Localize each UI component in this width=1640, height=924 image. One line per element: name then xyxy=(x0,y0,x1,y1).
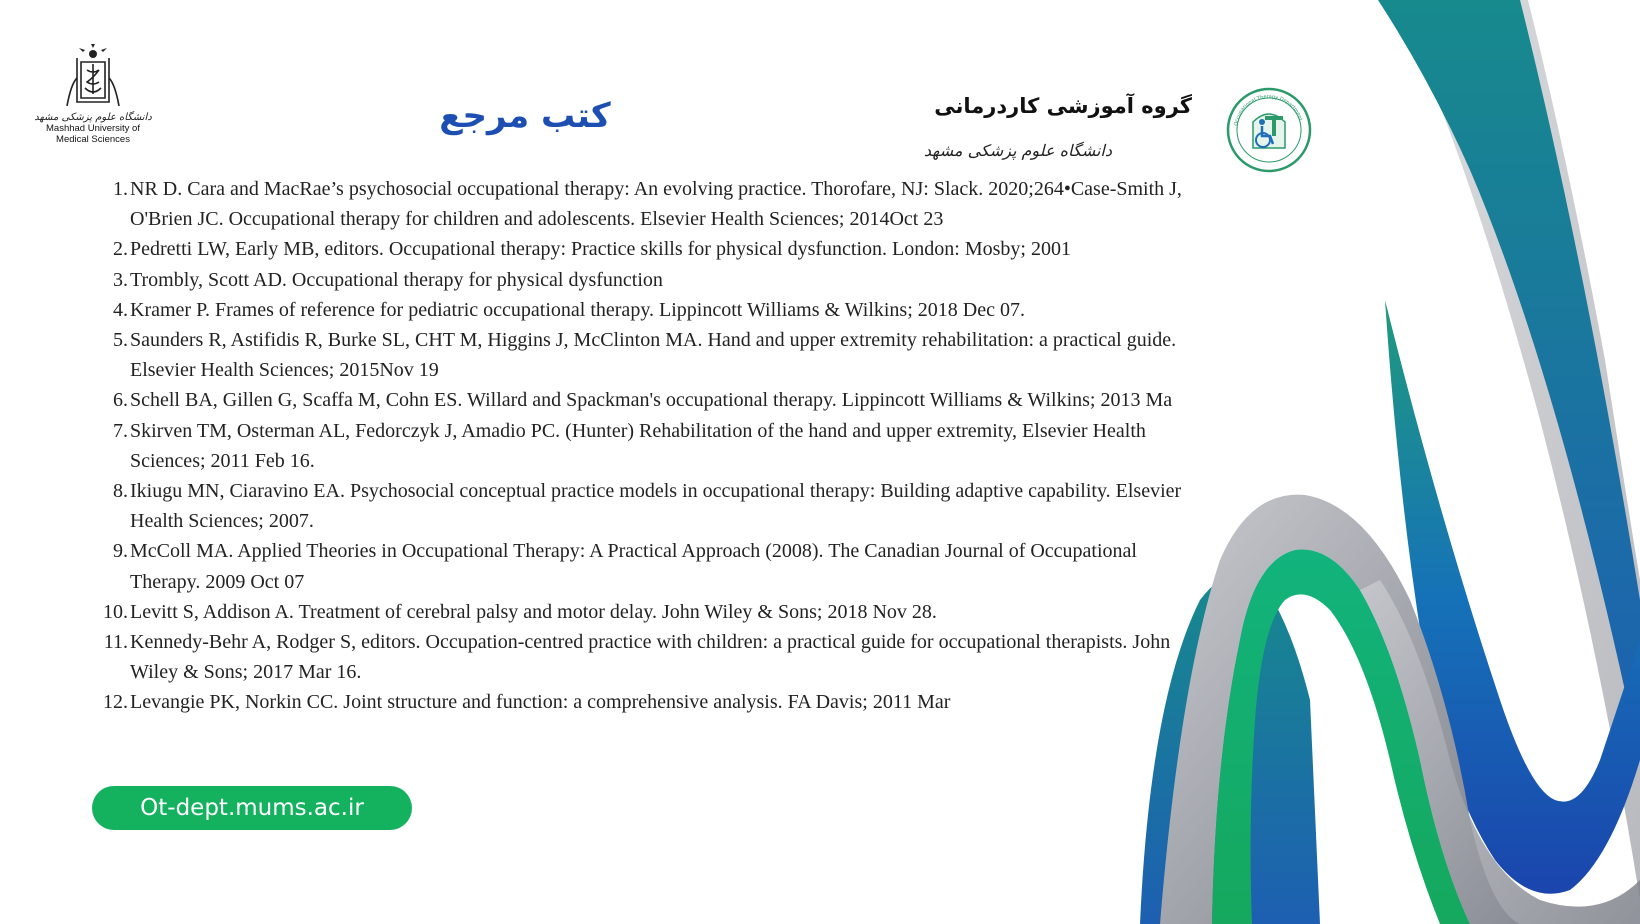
reference-text: Schell BA, Gillen G, Scaffa M, Cohn ES. Willard and Spackman's occupational therapy. Lippincott Williams & Wilkins; 2013 Ma xyxy=(130,389,1173,412)
reference-text: Skirven TM, Osterman AL, Fedorczyk J, Amadio PC. (Hunter) Rehabilitation of the hand and upper extremity, Elsevier Health Sciences; 2011 Feb 16. xyxy=(130,419,1146,472)
reference-text: Levangie PK, Norkin CC. Joint structure and function: a comprehensive analysis. FA Davis; 2011 Mar xyxy=(130,691,951,714)
reference-list xyxy=(90,174,1190,718)
reference-number: 2. xyxy=(113,238,128,261)
reference-text: Trombly, Scott AD. Occupational therapy for physical dysfunction xyxy=(130,268,663,291)
reference-number: 12. xyxy=(103,691,128,714)
reference-text: NR D. Cara and MacRae’s psychosocial occupational therapy: An evolving practice. Thorofare, NJ: Slack. 2020;264•Case-Smith J, O'Brien JC. Occupational therapy for children and adolescents. Elsevier Health Sciences; 2014Oct 23 xyxy=(130,178,1182,231)
reference-item xyxy=(90,536,1190,596)
reference-item xyxy=(90,597,1190,627)
reference-number: 9. xyxy=(113,540,128,563)
reference-text: McColl MA. Applied Theories in Occupational Therapy: A Practical Approach (2008). The Canadian Journal of Occupational Therapy. 2009 Oct 07 xyxy=(130,540,1137,593)
reference-number: 7. xyxy=(113,419,128,442)
page-title: کتب مرجع xyxy=(439,96,611,136)
reference-item xyxy=(90,687,1190,717)
mums-english-line2: Medical Sciences xyxy=(56,134,130,145)
reference-text: Kennedy-Behr A, Rodger S, editors. Occupation-centred practice with children: a practical guide for occupational therapists. John Wiley & Sons; 2017 Mar 16. xyxy=(130,631,1171,684)
reference-number: 4. xyxy=(113,298,128,321)
reference-number: 6. xyxy=(113,389,128,412)
reference-item xyxy=(90,627,1190,687)
reference-number: 11. xyxy=(103,631,128,654)
mums-emblem-icon xyxy=(57,44,129,114)
mums-persian-name: دانشگاه علوم پزشکی مشهد xyxy=(34,112,152,123)
reference-item xyxy=(90,476,1190,536)
reference-item xyxy=(90,325,1190,385)
university-name: دانشگاه علوم پزشکی مشهد xyxy=(923,141,1112,160)
reference-item xyxy=(90,385,1190,415)
reference-text: Levitt S, Addison A. Treatment of cerebral palsy and motor delay. John Wiley & Sons; 2018 Nov 28. xyxy=(130,600,937,623)
reference-number: 10. xyxy=(103,600,128,623)
reference-item xyxy=(90,234,1190,264)
reference-text: Saunders R, Astifidis R, Burke SL, CHT M, Higgins J, McClinton MA. Hand and upper extremity rehabilitation: a practical guide. Elsevier Health Sciences; 2015Nov 19 xyxy=(130,329,1177,382)
reference-item xyxy=(90,174,1190,234)
reference-text: Pedretti LW, Early MB, editors. Occupational therapy: Practice skills for physical dysfunction. London: Mosby; 2001 xyxy=(130,238,1071,261)
reference-text: Kramer P. Frames of reference for pediatric occupational therapy. Lippincott Williams & Wilkins; 2018 Dec 07. xyxy=(130,298,1025,321)
reference-number: 5. xyxy=(113,329,128,352)
reference-item xyxy=(90,295,1190,325)
website-url-badge[interactable]: Ot-dept.mums.ac.ir xyxy=(92,786,412,830)
mums-logo xyxy=(34,44,152,145)
reference-item xyxy=(90,416,1190,476)
ot-logo-ring-text: Occupational Therapy Department xyxy=(1233,93,1304,127)
reference-number: 3. xyxy=(113,268,128,291)
reference-text: Ikiugu MN, Ciaravino EA. Psychosocial conceptual practice models in occupational therapy: Building adaptive capability. Elsevier Health Sciences; 2007. xyxy=(130,480,1182,533)
reference-number: 8. xyxy=(113,480,128,503)
reference-number: 1. xyxy=(113,178,128,200)
department-name: گروه آموزشی کاردرمانی xyxy=(934,94,1192,118)
mums-english-line1: Mashhad University of xyxy=(46,123,140,134)
ot-department-logo xyxy=(1225,86,1313,174)
reference-item xyxy=(90,265,1190,295)
